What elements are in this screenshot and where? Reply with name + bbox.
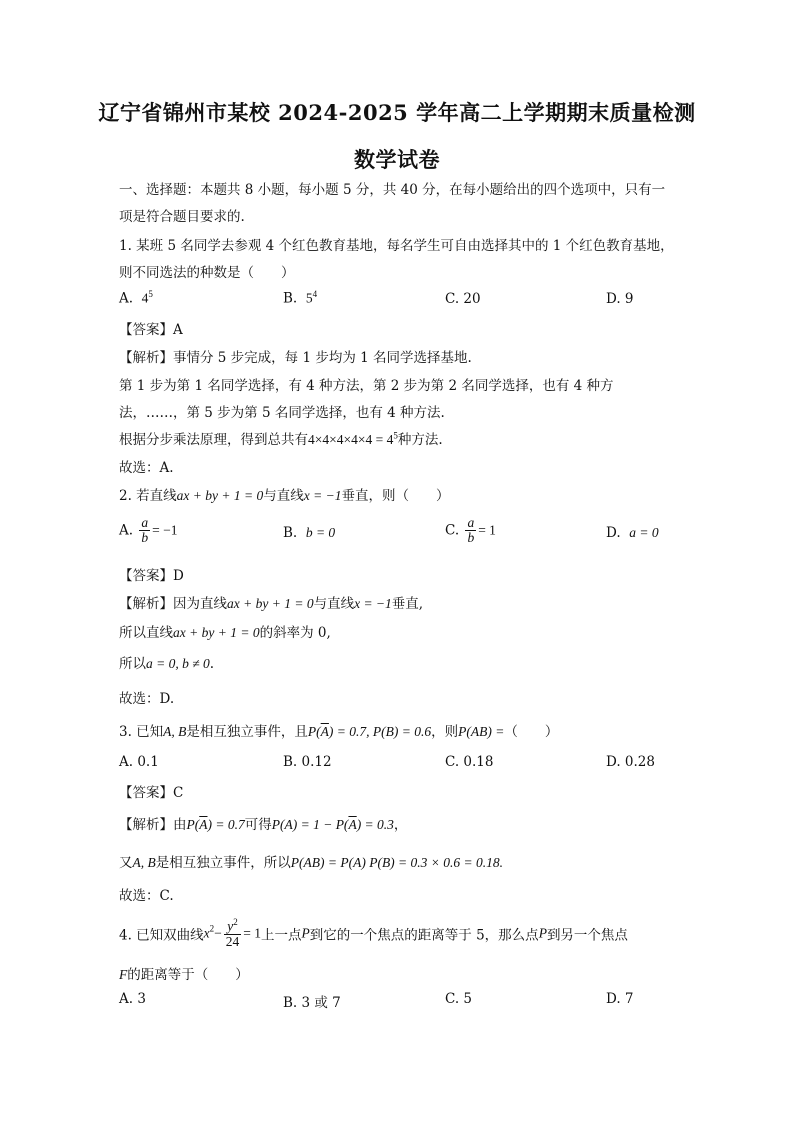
text-span: ， (393, 817, 408, 833)
q3-option-c: C. 0.18 (445, 754, 494, 770)
math-expression: x = −1 (354, 596, 392, 611)
math-expression: = 1 (478, 522, 496, 538)
document-subtitle: 数学试卷 (354, 147, 440, 172)
q2-option-c (445, 516, 496, 545)
text-span: 又 (119, 855, 133, 871)
q1-explanation-line2: 第 1 步为第 1 名同学选择，有 4 种方法，第 2 步为第 2 名同学选择，也有 4 种方 (119, 378, 614, 394)
text-span: . (209, 656, 215, 672)
text-span: 2. 若直线 (119, 488, 177, 504)
option-label: C. (445, 522, 460, 539)
text-span: 与直线 (263, 488, 304, 504)
math-expression: P(A) = 1 − P( (271, 817, 349, 832)
math-variable: P (538, 925, 547, 941)
text-span: 是相互独立事件，所以 (155, 855, 291, 871)
q3-option-a: A. 0.1 (119, 754, 159, 770)
q1-option-a (119, 289, 153, 307)
text-span: 4. 已知双曲线 (119, 927, 204, 944)
fraction-denominator: 24 (225, 933, 240, 949)
q3-option-d: D. 0.28 (606, 754, 655, 770)
q3-explanation-line2 (119, 851, 503, 871)
text-span: 根据分步乘法原理，得到总共有 (119, 432, 308, 448)
math-complement: $\overline{A}$ (348, 817, 357, 832)
math-variable: P (301, 925, 310, 941)
text-span: 可得 (244, 817, 272, 833)
option-label: A. (119, 522, 134, 539)
math-expression: ax + by + 1 = 0 (173, 625, 260, 640)
q1-stem-line1: 1. 某班 5 名同学去参观 4 个红色教育基地，每名学生可自由选择其中的 1 个红色教育基地， (119, 238, 674, 254)
q3-explanation-line1 (119, 813, 407, 833)
q1-option-d: D. 9 (606, 291, 634, 307)
option-base: 4 (141, 290, 149, 306)
q3-answer: 【答案】C (119, 785, 184, 801)
math-variable: F (119, 967, 128, 982)
text-span: 所以直线 (119, 625, 173, 641)
math-complement: $\overline{A}$ (320, 724, 329, 739)
math-expression: A, B (163, 724, 187, 739)
fraction-numerator: a (467, 515, 475, 530)
text-span: 【解析】由 (119, 817, 187, 833)
math-expression: A, B (132, 855, 156, 870)
math-expression: x = −1 (303, 488, 342, 503)
text-span: 所以 (119, 656, 146, 672)
fraction-denominator: b (141, 530, 149, 546)
text-span: 是相互独立事件，且 (186, 724, 308, 740)
q2-conclusion: 故选：D. (119, 691, 175, 707)
math-operator: − (214, 925, 222, 941)
option-label: A. (119, 290, 134, 307)
q2-option-a (119, 516, 177, 545)
math-expression: ax + by + 1 = 0 (176, 488, 264, 503)
math-expression: ) = 0.7, P(B) = 0.6 (328, 724, 432, 739)
text-span: 到它的一个焦点的距离等于 5，那么点 (309, 927, 539, 944)
section-heading-line2: 项是符合题目要求的. (119, 209, 245, 225)
text-span: 垂直, (391, 596, 424, 612)
q4-option-a: A. 3 (119, 991, 146, 1007)
q2-explanation-line1 (119, 592, 423, 612)
math-complement: $\overline{A}$ (199, 817, 208, 832)
math-expression: P( (307, 724, 321, 739)
text-span: ，则 (431, 724, 459, 740)
fraction-numerator: a (141, 515, 149, 530)
option-base: 5 (305, 290, 313, 306)
q2-explanation-line2 (119, 621, 331, 641)
math-expression: P(AB) = P(A) P(B) = 0.3 × 0.6 = 0.18. (290, 855, 504, 870)
q1-explanation-line3: 法，……，第 5 步为第 5 名同学选择，也有 4 种方法. (119, 405, 445, 421)
document-title: 辽宁省锦州市某校 2024-2025 学年高二上学期期末质量检测 (98, 100, 696, 125)
q3-conclusion: 故选：C. (119, 888, 174, 904)
q1-option-b (283, 289, 317, 307)
fraction (139, 516, 150, 545)
fraction (224, 918, 242, 949)
math-variable: x (203, 925, 210, 941)
math-expression: P( (186, 817, 200, 832)
q1-explanation-line1: 【解析】事情分 5 步完成，每 1 步均为 1 名同学选择基地. (119, 350, 472, 366)
q2-option-d (606, 525, 659, 541)
math-exponent: 5 (393, 430, 398, 441)
math-expression: = 1 (243, 925, 262, 941)
q2-option-b (283, 525, 335, 541)
q1-option-c: C. 20 (445, 291, 481, 307)
q2-answer: 【答案】D (119, 568, 184, 584)
q1-explanation-line4 (119, 428, 443, 448)
q4-option-d: D. 7 (606, 991, 634, 1007)
text-span: 上一点 (261, 927, 302, 944)
text-span: 垂直，则（ ） (341, 488, 450, 504)
math-expression: ) = 0.3 (356, 817, 394, 832)
q1-conclusion: 故选：A. (119, 460, 174, 476)
math-expression: ) = 0.7 (207, 817, 245, 832)
math-expression: = −1 (152, 522, 178, 538)
q3-stem (119, 720, 558, 740)
option-label: B. (283, 290, 298, 307)
math-expression: ax + by + 1 = 0 (227, 596, 314, 611)
q1-stem-line2: 则不同选法的种数是（ ） (119, 265, 295, 281)
text-span: 种方法. (397, 432, 443, 448)
text-span: 与直线 (313, 596, 355, 612)
q2-explanation-line3 (119, 652, 214, 672)
math-variable: y (227, 918, 234, 934)
text-span: 的距离等于（ ） (127, 967, 249, 983)
q2-stem (119, 484, 449, 504)
q4-stem-line1 (119, 918, 628, 949)
q4-option-b: B. 3 或 7 (283, 995, 341, 1011)
fraction (465, 516, 476, 545)
math-expression: b = 0 (305, 525, 336, 540)
text-span: 到另一个焦点 (546, 927, 628, 944)
option-exponent: 5 (148, 289, 153, 299)
q1-answer: 【答案】A (119, 322, 183, 338)
math-expression: a = 0, b ≠ 0 (146, 656, 210, 671)
fraction-denominator: b (467, 530, 475, 546)
text-span: 【解析】因为直线 (119, 596, 227, 612)
text-span: 的斜率为 0, (259, 625, 331, 641)
q4-option-c: C. 5 (445, 991, 473, 1007)
math-expression: P(AB) = (458, 724, 505, 739)
math-expression: a = 0 (629, 525, 659, 540)
text-span: 3. 已知 (119, 724, 164, 740)
text-span: （ ） (504, 724, 559, 740)
section-heading-line1: 一、选择题：本题共 8 小题，每小题 5 分，共 40 分，在每小题给出的四个选项中，只有一 (119, 182, 666, 198)
option-label: D. (606, 525, 621, 541)
math-exponent: 2 (233, 917, 238, 927)
option-label: B. (283, 525, 298, 541)
q3-option-b: B. 0.12 (283, 754, 332, 770)
math-expression: 4×4×4×4×4 = 4 (308, 432, 394, 447)
q4-stem-line2 (119, 963, 249, 983)
fraction-numerator (224, 918, 242, 935)
math-exponent: 2 (209, 923, 215, 934)
option-exponent: 4 (312, 289, 318, 299)
